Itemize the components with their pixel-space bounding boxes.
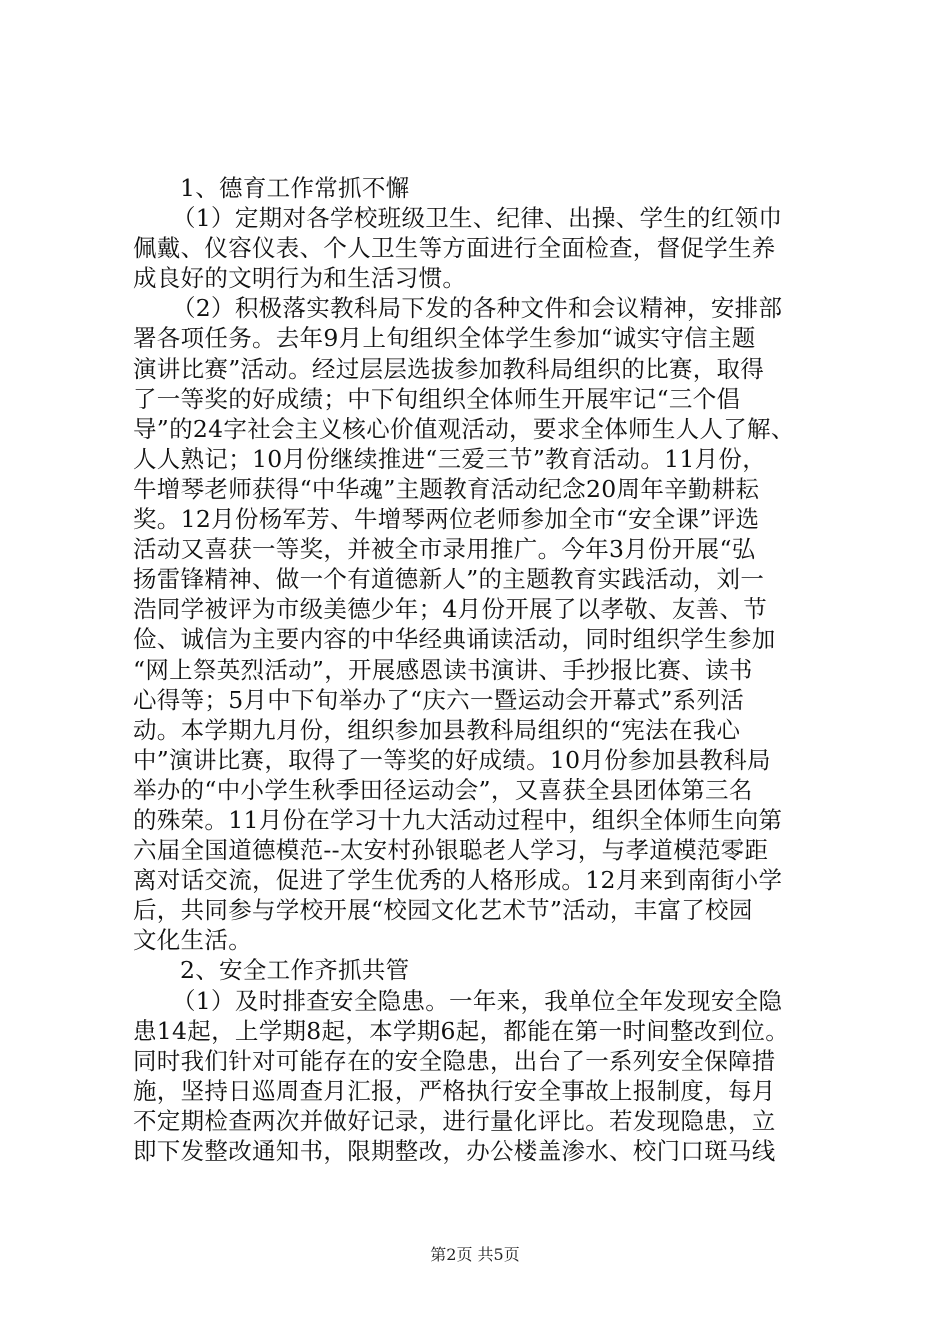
document-body [133, 173, 853, 1166]
paragraph-line: 举办的“中小学生秋季田径运动会”，又喜获全县团体第三名 [133, 775, 753, 804]
paragraph-line: 了一等奖的好成绩；中下旬组织全体师生开展牢记“三个倡 [133, 384, 741, 413]
paragraph-line: 心得等；5月中下旬举办了“庆六一暨运动会开幕式”系列活 [133, 685, 745, 714]
paragraph-line: 六届全国道德模范--太安村孙银聪老人学习，与孝道模范零距 [133, 836, 769, 865]
paragraph-line: （1）定期对各学校班级卫生、纪律、出操、学生的红领巾 [172, 204, 783, 233]
paragraph-line: （1）及时排查安全隐患。一年来，我单位全年发现安全隐 [172, 986, 783, 1015]
paragraph-line: 患14起，上学期8起，本学期6起，都能在第一时间整改到位。 [133, 1016, 790, 1045]
paragraph-line: 演讲比赛”活动。经过层层选拔参加教科局组织的比赛，取得 [133, 354, 765, 383]
paragraph-line: 奖。12月份杨军芳、牛增琴两位老师参加全市“安全课”评选 [133, 505, 760, 534]
paragraph-line: 佩戴、仪容仪表、个人卫生等方面进行全面检查，督促学生养 [133, 234, 776, 263]
paragraph-line: 文化生活。 [133, 926, 252, 955]
paragraph-line: 人人熟记；10月份继续推进“三爱三节”教育活动。11月份， [133, 444, 767, 473]
paragraph-line: 导”的24字社会主义核心价值观活动，要求全体师生人人了解、 [133, 414, 795, 443]
paragraph-line: 离对话交流，促进了学生优秀的人格形成。12月来到南街小学 [133, 866, 783, 895]
paragraph-line: （2）积极落实教科局下发的各种文件和会议精神，安排部 [172, 294, 783, 323]
paragraph-line: 后，共同参与学校开展“校园文化艺术节”活动，丰富了校园 [133, 896, 753, 925]
paragraph-line: 署各项任务。去年9月上旬组织全体学生参加“诚实守信主题 [133, 324, 756, 353]
paragraph-line: 即下发整改通知书，限期整改，办公楼盖渗水、校门口斑马线 [133, 1137, 776, 1165]
page-number-footer: 第2页 共5页 [430, 1245, 520, 1264]
paragraph-line: 的殊荣。11月份在学习十九大活动过程中，组织全体师生向第 [133, 805, 783, 834]
paragraph-line: 动。本学期九月份，组织参加县教科局组织的“宪法在我心 [133, 715, 741, 744]
section-heading-moral-education: 1、德育工作常抓不懈 [180, 174, 410, 202]
paragraph-line: 活动又喜获一等奖，并被全市录用推广。今年3月份开展“弘 [133, 535, 756, 564]
paragraph-line: “网上祭英烈活动”，开展感恩读书演讲、手抄报比赛、读书 [133, 655, 753, 684]
paragraph-line: 不定期检查两次并做好记录，进行量化评比。若发现隐患，立 [133, 1106, 776, 1135]
paragraph-line: 扬雷锋精神、做一个有道德新人”的主题教育实践活动，刘一 [133, 565, 765, 594]
paragraph-line: 中”演讲比赛，取得了一等奖的好成绩。10月份参加县教科局 [133, 745, 771, 774]
paragraph-line: 施，坚持日巡周查月汇报，严格执行安全事故上报制度，每月 [133, 1076, 776, 1105]
section-heading-safety-work: 2、安全工作齐抓共管 [180, 956, 410, 985]
paragraph-line: 俭、诚信为主要内容的中华经典诵读活动，同时组织学生参加 [133, 625, 776, 654]
paragraph-line: 牛增琴老师获得“中华魂”主题教育活动纪念20周年辛勤耕耘 [133, 474, 760, 503]
paragraph-line: 成良好的文明行为和生活习惯。 [133, 264, 467, 293]
paragraph-line: 浩同学被评为市级美德少年；4月份开展了以孝敬、友善、节 [133, 595, 768, 624]
paragraph-line: 同时我们针对可能存在的安全隐患，出台了一系列安全保障措 [133, 1046, 776, 1075]
